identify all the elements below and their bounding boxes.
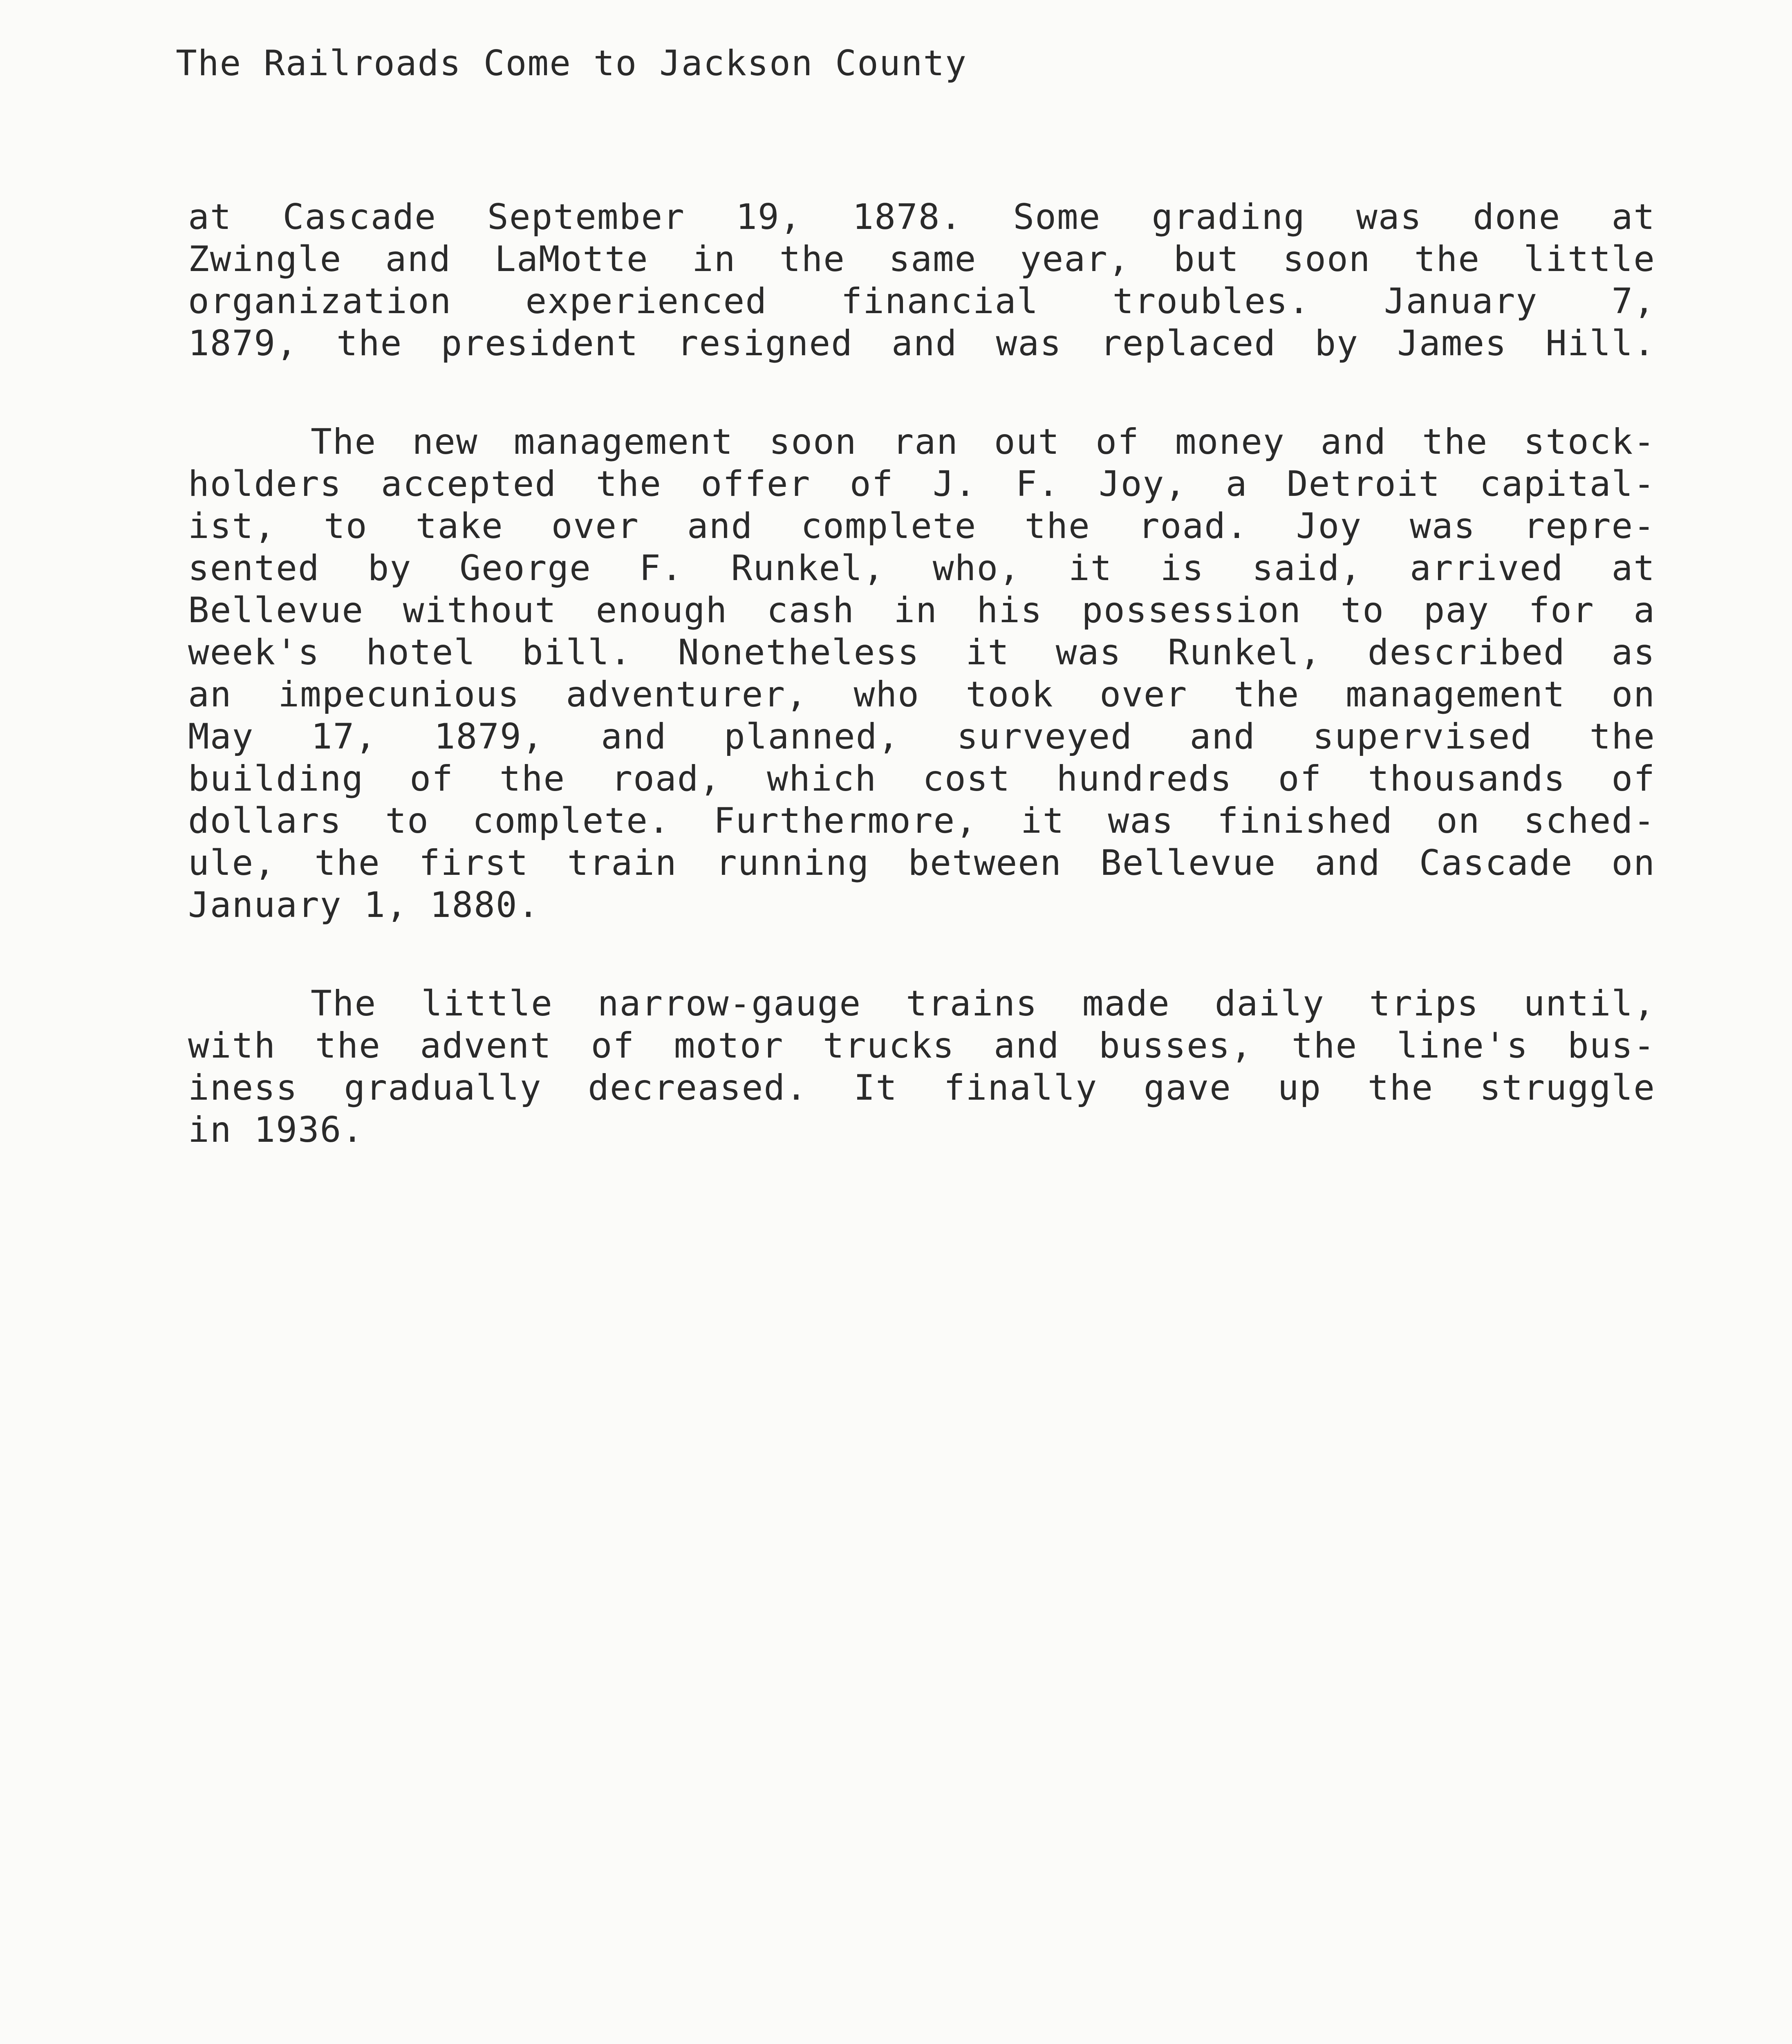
text-line: May 17, 1879, and planned, surveyed and supervised the	[188, 716, 1655, 757]
text-line: building of the road, which cost hundreds of thousands of	[188, 758, 1655, 799]
text-line: The new management soon ran out of money and the stock-	[311, 421, 1655, 462]
text-line: Bellevue without enough cash in his possession to pay for a	[188, 590, 1655, 631]
text-line: organization experienced financial troubles. January 7,	[188, 281, 1655, 322]
running-head: The Railroads Come to Jackson County	[176, 43, 967, 84]
text-line: at Cascade September 19, 1878. Some grading was done at	[188, 197, 1655, 238]
paragraph-3	[188, 983, 1655, 1151]
text-line: ist, to take over and complete the road. Joy was repre-	[188, 506, 1655, 547]
text-line: The little narrow-gauge trains made daily trips until,	[311, 983, 1655, 1024]
text-line: January 1, 1880.	[188, 885, 540, 926]
text-line: holders accepted the offer of J. F. Joy, a Detroit capital-	[188, 464, 1655, 504]
text-line: an impecunious adventurer, who took over the management on	[188, 674, 1655, 715]
body-text	[188, 196, 1655, 1208]
paragraph-1	[188, 196, 1655, 365]
text-line: iness gradually decreased. It finally gave up the struggle	[188, 1067, 1655, 1108]
text-line: ule, the first train running between Bellevue and Cascade on	[188, 843, 1655, 883]
text-line: in 1936.	[188, 1109, 364, 1150]
text-line: week's hotel bill. Nonetheless it was Runkel, described as	[188, 632, 1655, 673]
text-line: sented by George F. Runkel, who, it is said, arrived at	[188, 548, 1655, 589]
text-line: 1879, the president resigned and was replaced by James Hill.	[188, 323, 1655, 364]
text-line: Zwingle and LaMotte in the same year, but soon the little	[188, 239, 1655, 280]
text-line: with the advent of motor trucks and busses, the line's bus-	[188, 1025, 1655, 1066]
paragraph-2	[188, 421, 1655, 926]
text-line: dollars to complete. Furthermore, it was finished on sched-	[188, 800, 1655, 841]
